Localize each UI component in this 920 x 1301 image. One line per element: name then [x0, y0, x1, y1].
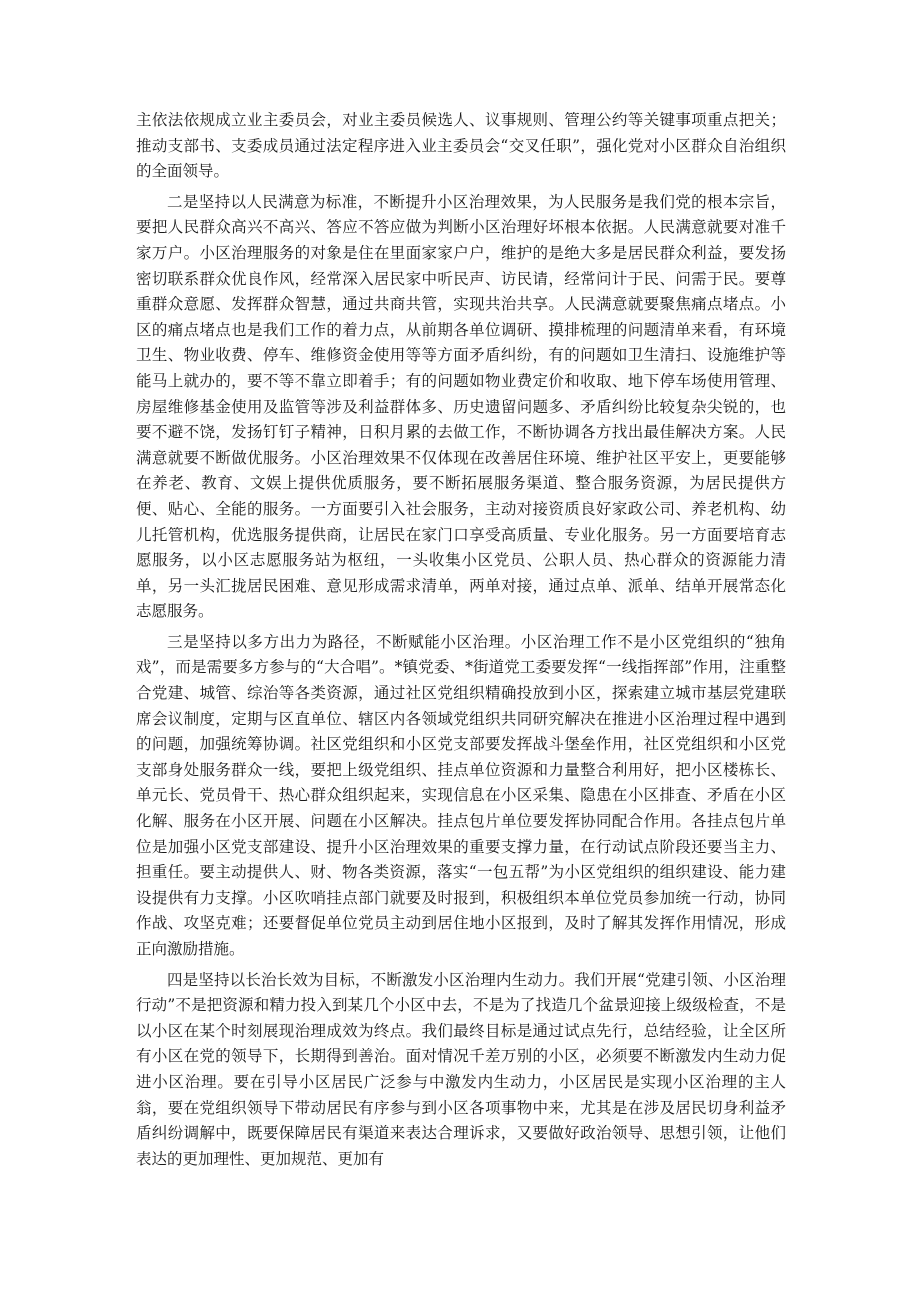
paragraph-3: 三是坚持以多方出力为路径，不断赋能小区治理。小区治理工作不是小区党组织的“独角戏”，而是需要多方参与的“大合唱”。*镇党委、*街道党工委要发挥“一线指挥部”作用，注重整合党建、城管、综治等各类资源，通过社区党组织精确投放到小区，探索建立城市基层党建联席会议制度，定期与区直单位、辖区内各领域党组织共同研究解决在推进小区治理过程中遇到的问题，加强统筹协调。社区党组织和小区党支部要发挥战斗堡垒作用，社区党组织和小区党支部身处服务群众一线，要把上级党组织、挂点单位资源和力量整合利用好，把小区楼栋长、单元长、党员骨干、热心群众组织起来，实现信息在小区采集、隐患在小区排查、矛盾在小区化解、服务在小区开展、问题在小区解决。挂点包片单位要发挥协同配合作用。各挂点包片单位是加强小区党支部建设、提升小区治理效果的重要支撑力量，在行动试点阶段还要当主力、担重任。要主动提供人、财、物各类资源，落实“一包五帮”为小区党组织的组织建设、能力建设提供有力支撑。小区吹哨挂点部门就要及时报到，积极组织本单位党员参加统一行动，协同作战、攻坚克难；还要督促单位党员主动到居住地小区报到，及时了解其发挥作用情况，形成正向激励措施。	[136, 632, 786, 958]
paragraph-4: 四是坚持以长治长效为目标，不断激发小区治理内生动力。我们开展“党建引领、小区治理行动”不是把资源和精力投入到某几个小区中去，不是为了找造几个盆景迎接上级级检查，不是以小区在某个时刻展现治理成效为终点。我们最终目标是通过试点先行，总结经验，让全区所有小区在党的领导下，长期得到善治。面对情况千差万别的小区，必须要不断激发内生动力促进小区治理。要在引导小区居民广泛参与中激发内生动力，小区居民是实现小区治理的主人翁，要在党组织领导下带动居民有序参与到小区各项事物中来，尤其是在涉及居民切身利益矛盾纠纷调解中，既要保障居民有渠道来表达合理诉求，又要做好政治领导、思想引领，让他们表达的更加理性、更加规范、更加有	[136, 970, 786, 1168]
document-page	[136, 108, 786, 1177]
paragraph-2: 二是坚持以人民满意为标准，不断提升小区治理效果，为人民服务是我们党的根本宗旨，要把人民群众高兴不高兴、答应不答应做为判断小区治理好坏根本依据。人民满意就要对准千家万户。小区治理服务的对象是住在里面家家户户，维护的是绝大多是居民群众利益，要发扬密切联系群众优良作风，经常深入居民家中听民声、访民请，经常问计于民、问需于民。要尊重群众意愿、发挥群众智慧，通过共商共管，实现共治共享。人民满意就要聚焦痛点堵点。小区的痛点堵点也是我们工作的着力点，从前期各单位调研、摸排梳理的问题清单来看，有环境卫生、物业收费、停车、维修资金使用等等方面矛盾纠纷，有的问题如卫生清扫、设施维护等能马上就办的，要不等不靠立即着手；有的问题如物业费定价和收取、地下停车场使用管理、房屋维修基金使用及监管等涉及利益群体多、历史遗留问题多、矛盾纠纷比较复杂尖锐的，也要不避不饶，发扬钉钉子精神，日积月累的去做工作，不断协调各方找出最佳解决方案。人民满意就要不断做优服务。小区治理效果不仅体现在改善居住环境、维护社区平安上，更要能够在养老、教育、文娱上提供优质服务，要不断拓展服务渠道、整合服务资源，为居民提供方便、贴心、全能的服务。一方面要引入社会服务，主动对接资质良好家政公司、养老机构、幼儿托管机构，优选服务提供商，让居民在家门口享受高质量、专业化服务。另一方面要培育志愿服务，以小区志愿服务站为枢纽，一头收集小区党员、公职人员、热心群众的资源能力清单，另一头汇拢居民困难、意见形成需求清单，两单对接，通过点单、派单、结单开展常态化志愿服务。	[136, 192, 786, 621]
paragraph-1: 主依法依规成立业主委员会，对业主委员候选人、议事规则、管理公约等关键事项重点把关；推动支部书、支委成员通过法定程序进入业主委员会“交叉任职”，强化党对小区群众自治组织的全面领导。	[136, 111, 786, 181]
